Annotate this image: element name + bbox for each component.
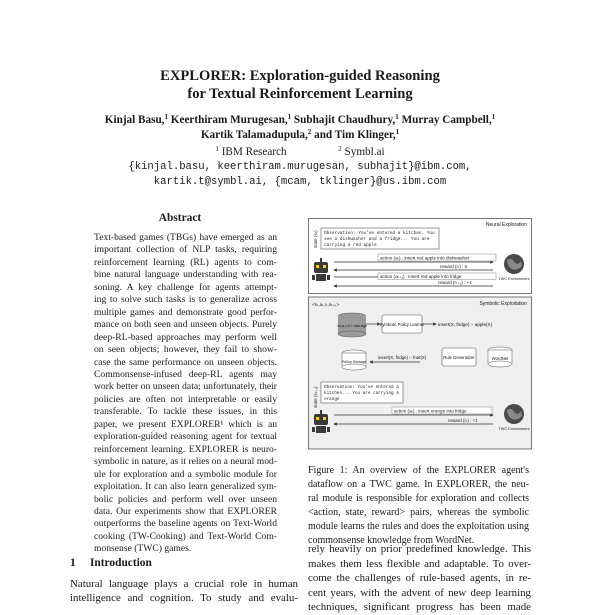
body-line: come the challenges of rule-based agents, in re- xyxy=(308,572,531,584)
author-name: Subhajit Chaudhury, xyxy=(293,114,396,126)
author-line-2 xyxy=(0,128,600,143)
wordnet-label: WordNet xyxy=(491,356,509,361)
storage-label: <s,a,r,s'> storage xyxy=(336,323,368,328)
symbolic-panel-label: Symbolic Exploitation xyxy=(479,301,527,307)
email-line: {kinjal.basu, keerthiram.murugesan, subhajit}@ibm.com, xyxy=(128,161,472,173)
action-label: action (aₜ) : insert red apple into dishwasher xyxy=(380,255,470,261)
affil-symbl: Symbl.ai xyxy=(344,146,385,158)
globe-icon xyxy=(504,404,524,424)
affiliations xyxy=(0,145,600,159)
policy-learner-label: Symbolic Policy Learner xyxy=(379,322,425,327)
caption-line: Figure 1: An overview of the EXPLORER agent's xyxy=(308,465,529,476)
abstract-line: mance on both seen and unseen objects. Purely xyxy=(94,319,277,331)
affil-ibm: IBM Research xyxy=(221,146,287,158)
environment-label: TWC Environment xyxy=(498,277,530,281)
abstract-line: policies are often not interpretable or easily xyxy=(94,393,277,405)
author-affil-sup: 1 xyxy=(395,113,399,121)
abstract-line: exploration-guided reasoning agent for textual xyxy=(94,431,277,443)
affil-sup: 2 xyxy=(338,145,342,153)
action-label: action (aₜ) : insert orange into fridge xyxy=(394,408,467,414)
section-number: 1 xyxy=(70,557,76,569)
state-label: state (sₜ₊₁) xyxy=(313,386,318,408)
abstract-line: important collection of NLP tasks, requiring xyxy=(94,244,277,256)
paper-title xyxy=(0,67,600,103)
figure-caption xyxy=(308,464,529,547)
abstract-line: outperforms the baseline agents on Text-World xyxy=(94,518,277,530)
title-line-1: EXPLORER: Exploration-guided Reasoning xyxy=(160,68,440,84)
rule-text: insert(X, fridge) :- apple(X) xyxy=(438,322,493,327)
abstract-line: soning. A key challenge for agents attempt- xyxy=(94,281,277,293)
abstract-line: symbolic in nature, as it relies on a neural mod- xyxy=(94,456,277,468)
policy-storage-label: Policy Storage xyxy=(341,359,367,364)
abstract-line: paper, we present EXPLORER¹ which is an xyxy=(94,418,277,430)
abstract-line: ing to solve such tasks is to generalize across xyxy=(94,294,277,306)
rule-generalizer-label: Rule Generalizer xyxy=(443,355,475,360)
globe-icon xyxy=(504,254,524,274)
caption-line: <action, state, reward> pairs, whereas the symbolic xyxy=(308,506,529,518)
abstract-heading: Abstract xyxy=(158,212,202,224)
intro-text xyxy=(70,577,298,606)
section-heading xyxy=(70,557,152,569)
abstract-line: bine natural language understanding with rea- xyxy=(94,269,277,281)
figure-1-diagram xyxy=(308,218,532,450)
author-name: Kinjal Basu, xyxy=(104,114,165,126)
title-line-2: for Textual Reinforcement Learning xyxy=(187,86,413,102)
author-affil-sup: 1 xyxy=(164,113,168,121)
body-line: techniques, significant progress has been made xyxy=(308,601,531,613)
abstract-line: exploitation. It can also learn generalized sym- xyxy=(94,481,277,493)
caption-line: module learns the rules and does the exploitation using xyxy=(308,520,529,532)
abstract-line: cooking (TW-Cooking) and Text-World Com- xyxy=(94,530,277,542)
abstract-line: bolic policies and perform well over unseen xyxy=(94,493,277,505)
email-line: kartik.t@symbl.ai, {mcam, tklinger}@us.ibm.com xyxy=(153,176,447,188)
author-affil-sup: 2 xyxy=(307,128,312,136)
reward-label: reward (rₜ₊₁) : +1 xyxy=(438,280,472,285)
author-list xyxy=(0,113,600,143)
body-line: makes them less flexible and adaptable. To over- xyxy=(308,557,531,570)
observation-line: Observation: You've entered a kitchen. You xyxy=(324,231,435,236)
abstract-line: ule for exploration and a symbolic module for xyxy=(94,468,277,480)
state-label: state (sₜ) xyxy=(313,230,318,248)
neural-panel-label: Neural Exploration xyxy=(485,222,527,228)
abstract-line: reinforcement learning. EXPLORER is neuro- xyxy=(94,443,277,455)
abstract-line: work better on unseen data; unfortunately, their xyxy=(94,381,277,393)
body-text-column-2 xyxy=(308,542,531,615)
author-affil-sup: 1 xyxy=(395,128,400,136)
intro-line: Natural language plays a crucial role in human xyxy=(70,578,298,590)
abstract-line: deep-RL-based approaches may perform well xyxy=(94,331,277,343)
observation-line: kitchen... You are carrying a xyxy=(324,391,399,396)
abstract-line: monsense (TWC) games. xyxy=(94,543,192,555)
author-name: and Tim Klinger, xyxy=(314,129,396,141)
body-line: cent years, with the advent of new deep learning xyxy=(308,586,531,599)
reward-label: reward (rₜ) : +1 xyxy=(448,418,478,423)
action-label: action (aₜ₊₁) : insert red apple into fridge xyxy=(380,274,462,279)
abstract-line: reinforcement learning (RL) agents to com- xyxy=(94,256,277,268)
abstract-line: data. Our experiments show that EXPLORER xyxy=(94,505,277,517)
abstract-line: transferable. To tackle these issues, in this xyxy=(94,406,277,418)
abstract-line: on seen objects; however, they fail to show- xyxy=(94,344,277,356)
environment-label: TWC Environment xyxy=(498,427,530,431)
observation-line: orange xyxy=(324,397,340,402)
intro-line: intelligence and cognition. To study and evalu- xyxy=(70,592,298,605)
section-title: Introduction xyxy=(90,557,152,569)
triple-label: <sₜ,aₜ,rₜ,sₜ₊₁> xyxy=(312,302,340,307)
abstract-line: case the same performance on unseen objects. xyxy=(94,356,277,368)
author-emails xyxy=(0,160,600,190)
observation-line: carrying a red apple xyxy=(324,243,377,248)
caption-line: ral module is responsible for exploration and collects xyxy=(308,492,529,504)
abstract-line: Commonsense-infused deep-RL agents may xyxy=(94,368,277,380)
body-line: rely heavily on prior predefined knowledge. This xyxy=(308,543,531,555)
observation-line: Observation: You've entered a xyxy=(324,385,399,390)
author-name: Murray Campbell, xyxy=(401,114,492,126)
author-name: Keerthiram Murugesan, xyxy=(170,114,288,126)
abstract-body xyxy=(94,232,277,556)
caption-line: dataflow on a TWC game. In EXPLORER, the neu- xyxy=(308,478,529,490)
author-affil-sup: 1 xyxy=(491,113,496,121)
caption-line: commonsense knowledge from WordNet. xyxy=(308,534,475,546)
author-affil-sup: 1 xyxy=(287,113,292,121)
abstract-line: multiple games and demonstrate good perfor- xyxy=(94,306,277,318)
author-line-1 xyxy=(0,113,600,128)
reward-label: reward (rₜ) : 0 xyxy=(440,264,468,269)
observation-line: see a dishwasher and a fridge... You are xyxy=(324,237,430,242)
rule-text: insert(X, fridge) :- fruit(X) xyxy=(378,355,427,360)
author-name: Kartik Talamadupula, xyxy=(200,129,308,141)
abstract-line: Text-based games (TBGs) have emerged as an xyxy=(94,232,277,243)
affil-sup: 1 xyxy=(215,145,219,153)
